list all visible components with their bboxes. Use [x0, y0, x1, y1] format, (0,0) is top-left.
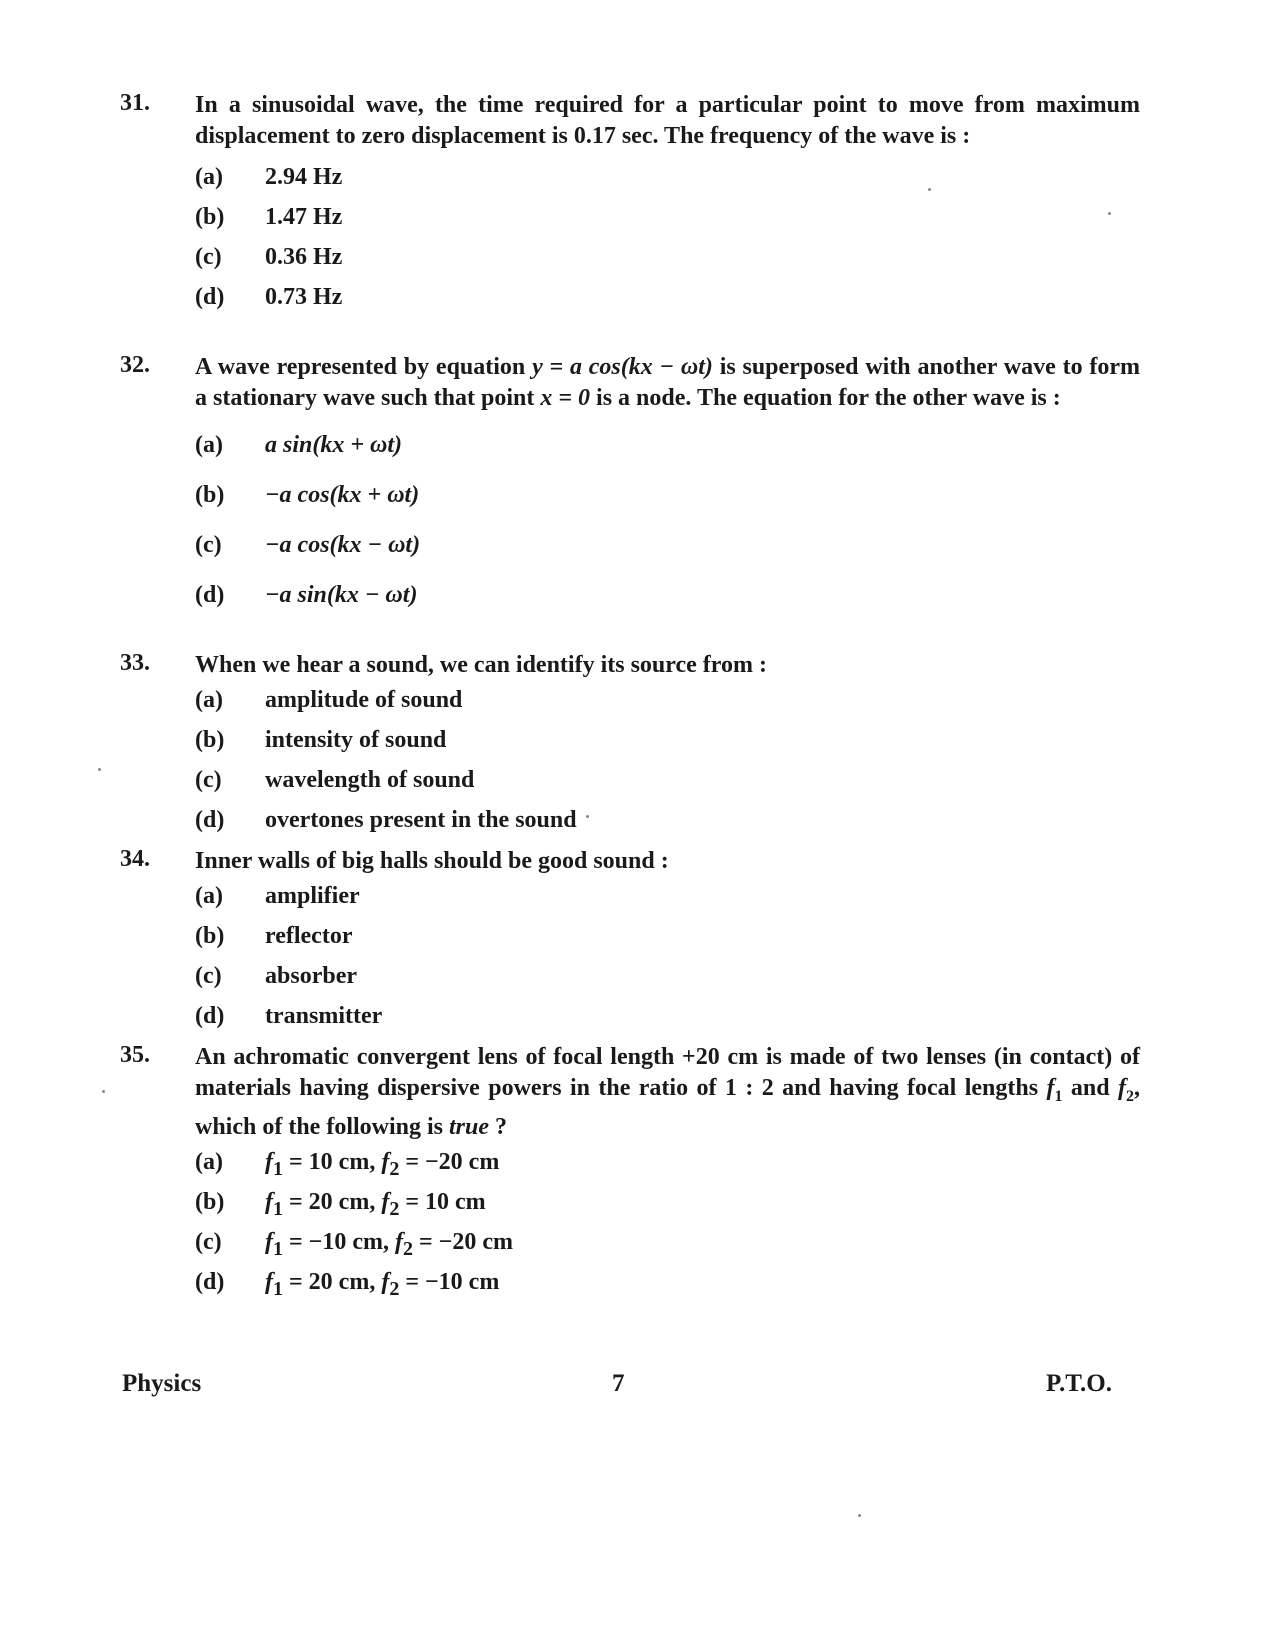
question-number: 32. [120, 352, 150, 378]
f2-symbol [1118, 1075, 1134, 1105]
f1-value: = 20 cm, [283, 1268, 382, 1295]
option-label: (a) [195, 164, 223, 190]
option-d [195, 278, 1140, 318]
option-value: 2.94 Hz [265, 164, 343, 190]
f2-value: = −20 cm [413, 1228, 513, 1255]
f1-value: = −10 cm, [283, 1228, 395, 1255]
option-value: −a sin(kx − ωt) [265, 582, 418, 608]
option-value: amplitude of sound [265, 687, 463, 713]
question-text [195, 352, 1140, 414]
option-label: (b) [195, 1188, 225, 1215]
option-label: (c) [195, 532, 222, 558]
f1-letter: f [265, 1228, 273, 1255]
option-label: (c) [195, 767, 222, 793]
f2-subscript: 2 [389, 1157, 400, 1180]
option-b [195, 917, 1140, 957]
f2-letter: f [1118, 1075, 1126, 1101]
option-label: (d) [195, 1268, 225, 1295]
f1-subscript: 1 [1054, 1087, 1063, 1105]
scan-speck [928, 188, 931, 191]
option-label: (b) [195, 923, 225, 949]
option-b [195, 721, 1140, 761]
question-number: 35. [120, 1042, 150, 1068]
question-text: When we hear a sound, we can identify its source from : [195, 652, 767, 678]
f2-subscript: 2 [389, 1277, 400, 1300]
option-value: absorber [265, 963, 357, 989]
option-c [195, 761, 1140, 801]
option-b [195, 198, 1140, 238]
scan-speck [98, 768, 101, 771]
option-label: (d) [195, 284, 225, 310]
option-value [265, 1189, 486, 1221]
option-b [195, 472, 1140, 522]
option-value: overtones present in the sound [265, 807, 577, 833]
f2-value: = 10 cm [399, 1188, 486, 1215]
option-label: (b) [195, 204, 225, 230]
option-label: (d) [195, 807, 225, 833]
option-value: 0.36 Hz [265, 244, 343, 270]
option-label: (c) [195, 244, 222, 270]
question-31 [120, 90, 1140, 318]
f1-symbol [1046, 1075, 1063, 1105]
option-c [195, 238, 1140, 278]
option-c [195, 522, 1140, 572]
option-c [195, 1223, 1140, 1263]
option-d [195, 801, 1140, 841]
option-value: 0.73 Hz [265, 284, 343, 310]
question-text [195, 1042, 1140, 1143]
option-value: wavelength of sound [265, 767, 475, 793]
option-label: (a) [195, 1148, 223, 1175]
scan-speck [102, 1090, 105, 1093]
f1-subscript: 1 [273, 1157, 283, 1180]
option-value: intensity of sound [265, 727, 447, 753]
question-34 [120, 846, 1140, 1037]
question-text-part: , which of the following is [195, 1075, 1140, 1140]
option-label: (a) [195, 883, 223, 909]
option-value: −a cos(kx − ωt) [265, 532, 421, 558]
f1-letter: f [1046, 1075, 1055, 1101]
footer-subject: Physics [122, 1370, 202, 1397]
option-label: (a) [195, 687, 223, 713]
option-value [265, 1229, 513, 1261]
f1-subscript: 1 [273, 1237, 283, 1260]
option-a [195, 1143, 1140, 1183]
option-a [195, 158, 1140, 198]
option-value: transmitter [265, 1003, 383, 1029]
option-d [195, 997, 1140, 1037]
option-a [195, 681, 1140, 721]
option-value: a sin(kx + ωt) [265, 432, 403, 458]
option-label: (c) [195, 963, 222, 989]
f1-letter: f [265, 1148, 273, 1175]
question-text-part: and [1062, 1075, 1118, 1101]
option-value [265, 1269, 499, 1301]
question-text-part: is a node. The equation for the other wave is : [590, 385, 1061, 411]
question-33 [120, 650, 1140, 841]
scan-speck [858, 1514, 861, 1517]
f2-subscript: 2 [1126, 1087, 1134, 1105]
f2-letter: f [395, 1228, 403, 1255]
option-label: (d) [195, 1003, 225, 1029]
option-label: (d) [195, 582, 225, 608]
question-text-part: ? [489, 1113, 508, 1140]
question-number: 34. [120, 846, 150, 872]
question-35 [120, 1042, 1140, 1303]
option-b [195, 1183, 1140, 1223]
option-a [195, 422, 1140, 472]
question-number: 33. [120, 650, 150, 676]
question-text-part: An achromatic convergent lens of focal length +20 cm is made of two lenses (in contact) of materials having dispersive powers in the ratio of 1 : 2 and having focal lengths [195, 1044, 1140, 1101]
f1-letter: f [265, 1188, 273, 1215]
f2-value: = −10 cm [399, 1268, 500, 1295]
f2-subscript: 2 [389, 1197, 400, 1220]
question-number: 31. [120, 90, 150, 116]
wave-equation: y = a cos(kx − ωt) [532, 354, 713, 380]
question-text-part: A wave represented by equation [195, 354, 533, 380]
option-value: amplifier [265, 883, 360, 909]
scan-speck [586, 815, 589, 818]
option-value: −a cos(kx + ωt) [265, 482, 420, 508]
f2-letter: f [381, 1188, 390, 1215]
true-word: true [449, 1113, 490, 1140]
option-label: (a) [195, 432, 223, 458]
option-label: (b) [195, 727, 225, 753]
option-value: 1.47 Hz [265, 204, 343, 230]
option-c [195, 957, 1140, 997]
question-32 [120, 352, 1140, 622]
option-d [195, 1263, 1140, 1303]
option-a [195, 877, 1140, 917]
option-label: (b) [195, 482, 225, 508]
f2-subscript: 2 [403, 1237, 413, 1260]
f2-letter: f [381, 1148, 390, 1175]
option-label: (c) [195, 1228, 222, 1255]
node-point: x = 0 [540, 385, 591, 411]
question-text-part: is superposed with another wave to form a stationary wave such that point [195, 354, 1140, 411]
f1-letter: f [265, 1268, 273, 1295]
f2-value: = −20 cm [399, 1148, 500, 1175]
f1-subscript: 1 [273, 1197, 283, 1220]
option-value [265, 1149, 499, 1181]
scan-speck [1108, 212, 1111, 215]
footer-pto: P.T.O. [1046, 1370, 1112, 1397]
question-text: Inner walls of big halls should be good sound : [195, 848, 669, 874]
f1-subscript: 1 [273, 1277, 283, 1300]
option-d [195, 572, 1140, 622]
question-text: In a sinusoidal wave, the time required for a particular point to move from maximum displacement to zero displacement is 0.17 sec. The frequency of the wave is : [195, 92, 1140, 149]
f1-value: = 20 cm, [283, 1188, 382, 1215]
f2-letter: f [381, 1268, 390, 1295]
f1-value: = 10 cm, [283, 1148, 382, 1175]
footer-page-number: 7 [612, 1370, 625, 1397]
option-value: reflector [265, 923, 353, 949]
